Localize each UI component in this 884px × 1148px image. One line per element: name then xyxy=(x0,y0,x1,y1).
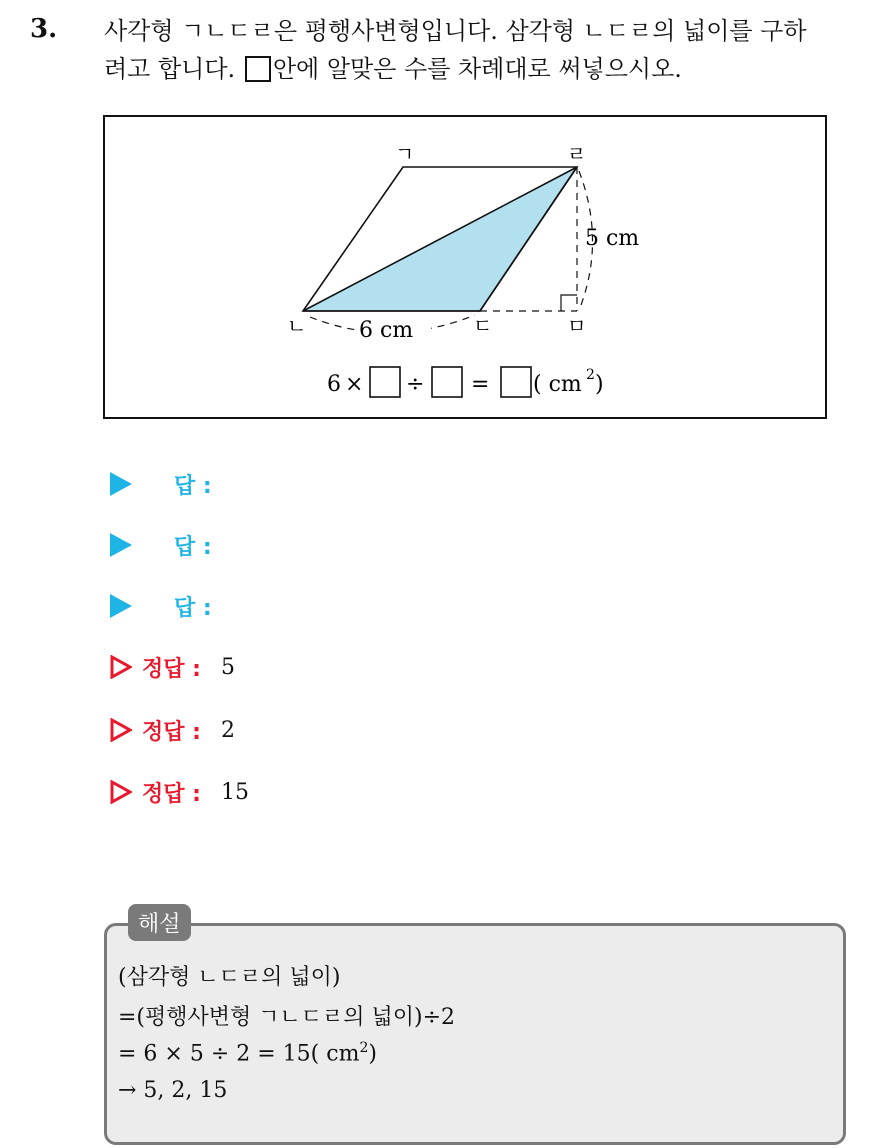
vertex-label-g: ㄱ xyxy=(395,142,415,166)
correct-row-1 xyxy=(110,647,235,687)
correct-row-2 xyxy=(110,710,235,750)
formula-blank-3[interactable] xyxy=(501,367,531,397)
solution-line-4: → 5, 2, 15 xyxy=(118,1078,228,1103)
formula-times: × xyxy=(345,372,364,397)
solution-line-1: (삼각형 ㄴㄷㄹ의 넓이) xyxy=(118,965,341,990)
outline-triangle-icon xyxy=(110,718,132,742)
question-line-2 xyxy=(104,50,874,88)
question-number: 3. xyxy=(30,14,58,44)
height-label: 5 cm xyxy=(585,226,640,251)
correct-label: 정답 : xyxy=(142,656,201,682)
answer-row-2[interactable] xyxy=(110,525,212,565)
formula-div: ÷ xyxy=(406,372,425,397)
formula-eq: = xyxy=(471,372,490,397)
play-triangle-icon xyxy=(110,472,132,496)
triangle-ndr xyxy=(303,167,577,311)
question-line-1: 사각형 ㄱㄴㄷㄹ은 평행사변형입니다. 삼각형 ㄴㄷㄹ의 넓이를 구하 xyxy=(104,17,807,45)
vertex-label-d: ㄷ xyxy=(473,314,493,338)
correct-label: 정답 : xyxy=(142,719,201,745)
formula-close: ) xyxy=(595,372,604,397)
solution-line-2: =(평행사변형 ㄱㄴㄷㄹ의 넓이)÷2 xyxy=(118,1005,456,1030)
blank-box-icon xyxy=(245,56,271,82)
solution-line-3-close: ) xyxy=(368,1041,377,1067)
answer-label: 답 : xyxy=(174,534,212,560)
correct-row-3 xyxy=(110,772,249,812)
solution-box xyxy=(104,923,846,1145)
solution-line-3-main: = 6 × 5 ÷ 2 = 15( cm xyxy=(118,1041,360,1067)
formula-blank-1[interactable] xyxy=(370,367,400,397)
formula-six: 6 xyxy=(327,372,341,397)
answer-label: 답 : xyxy=(174,473,212,499)
solution-line-3 xyxy=(118,1040,377,1066)
parallelogram-figure xyxy=(105,117,825,417)
question-line-2-before: 려고 합니다. xyxy=(104,55,236,83)
outline-triangle-icon xyxy=(110,655,132,679)
correct-value: 5 xyxy=(220,654,235,680)
question-line-2-after: 안에 알맞은 수를 차례대로 써넣으시오. xyxy=(272,55,682,83)
formula-unit: ( cm xyxy=(533,372,582,397)
outline-triangle-icon xyxy=(110,780,132,804)
correct-value: 15 xyxy=(220,779,249,805)
answer-row-1[interactable] xyxy=(110,464,212,504)
formula-blank-2[interactable] xyxy=(432,367,462,397)
correct-value: 2 xyxy=(220,717,235,743)
solution-tag: 해설 xyxy=(128,904,191,941)
vertex-label-n: ㄴ xyxy=(287,314,307,338)
figure-box xyxy=(103,115,827,419)
vertex-label-r: ㄹ xyxy=(567,142,587,166)
solution-line-3-sup: 2 xyxy=(359,1040,369,1056)
right-angle-mark xyxy=(561,295,577,311)
question-text xyxy=(104,12,874,88)
correct-label: 정답 : xyxy=(142,781,201,807)
answer-row-3[interactable] xyxy=(110,586,212,626)
base-label: 6 cm xyxy=(359,318,414,343)
answer-label: 답 : xyxy=(174,595,212,621)
play-triangle-icon xyxy=(110,533,132,557)
formula-unit-sup: 2 xyxy=(586,367,595,383)
play-triangle-icon xyxy=(110,594,132,618)
vertex-label-m: ㅁ xyxy=(567,314,587,338)
